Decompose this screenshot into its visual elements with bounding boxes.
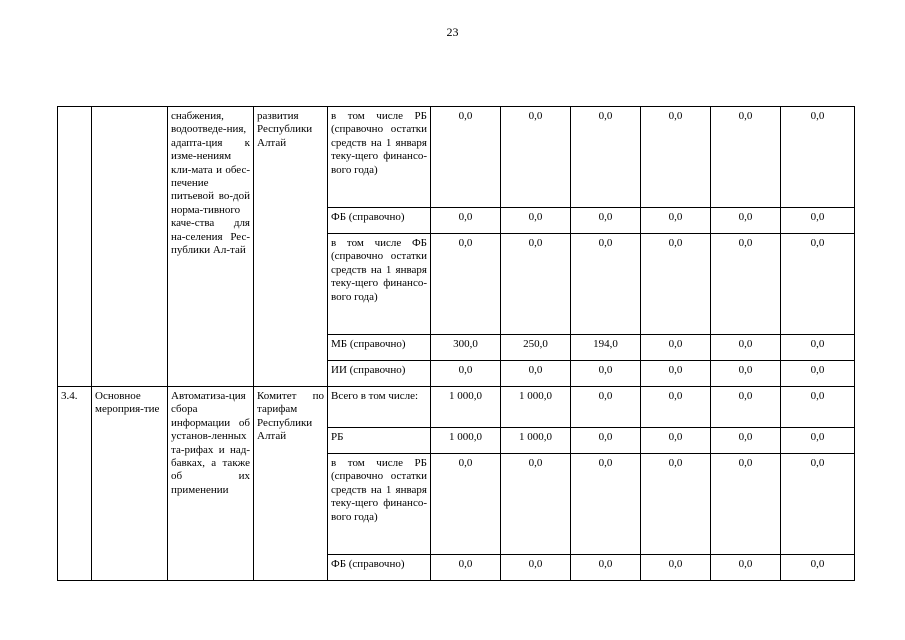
- cell-value: 0,0: [431, 208, 501, 234]
- cell-value: 0,0: [641, 454, 711, 555]
- cell-value: 0,0: [781, 107, 855, 208]
- cell-value: 0,0: [641, 107, 711, 208]
- cell-executor: развития Республики Алтай: [254, 107, 328, 387]
- cell-value: 0,0: [711, 107, 781, 208]
- cell-funding-source: Всего в том числе:: [328, 387, 431, 428]
- cell-value: 0,0: [501, 555, 571, 581]
- cell-value: 0,0: [571, 208, 641, 234]
- cell-value: 0,0: [431, 234, 501, 335]
- cell-funding-source: РБ: [328, 428, 431, 454]
- cell-funding-source: в том числе ФБ (справочно остатки средств на 1 января теку-щего финансо-вого года): [328, 234, 431, 335]
- cell-value: 0,0: [781, 335, 855, 361]
- cell-value: 0,0: [641, 234, 711, 335]
- cell-value: 300,0: [431, 335, 501, 361]
- cell-value: 0,0: [781, 208, 855, 234]
- cell-value: 0,0: [711, 335, 781, 361]
- cell-value: 0,0: [711, 234, 781, 335]
- cell-funding-source: МБ (справочно): [328, 335, 431, 361]
- cell-funding-source: ФБ (справочно): [328, 555, 431, 581]
- cell-value: 1 000,0: [431, 428, 501, 454]
- cell-value: 0,0: [571, 361, 641, 387]
- cell-value: 0,0: [711, 454, 781, 555]
- cell-value: 1 000,0: [501, 428, 571, 454]
- cell-value: 250,0: [501, 335, 571, 361]
- cell-funding-source: ИИ (справочно): [328, 361, 431, 387]
- cell-value: 0,0: [711, 208, 781, 234]
- cell-value: 0,0: [711, 428, 781, 454]
- cell-value: 0,0: [641, 387, 711, 428]
- cell-value: 0,0: [501, 361, 571, 387]
- cell-name: [92, 107, 168, 387]
- cell-value: 0,0: [781, 555, 855, 581]
- cell-value: 0,0: [501, 208, 571, 234]
- page-number: 23: [446, 25, 459, 39]
- cell-value: 0,0: [431, 555, 501, 581]
- cell-value: 0,0: [501, 107, 571, 208]
- cell-value: 0,0: [571, 387, 641, 428]
- cell-value: 0,0: [571, 555, 641, 581]
- cell-value: 0,0: [781, 361, 855, 387]
- cell-number: [58, 107, 92, 387]
- cell-name: Основное мероприя-тие: [92, 387, 168, 581]
- cell-number: 3.4.: [58, 387, 92, 581]
- cell-value: 0,0: [571, 234, 641, 335]
- cell-description: снабжения, водоотведе-ния, адапта-ция к изме-нениям кли-мата и обес-печение питьевой во-дой норма-тивного каче-ства для на-селения Рес-публики Ал-тай: [168, 107, 254, 387]
- cell-value: 0,0: [781, 387, 855, 428]
- cell-value: 0,0: [571, 107, 641, 208]
- cell-value: 0,0: [711, 555, 781, 581]
- cell-value: 0,0: [711, 387, 781, 428]
- cell-value: 1 000,0: [431, 387, 501, 428]
- cell-value: 0,0: [571, 428, 641, 454]
- cell-value: 194,0: [571, 335, 641, 361]
- cell-value: 0,0: [501, 234, 571, 335]
- cell-funding-source: ФБ (справочно): [328, 208, 431, 234]
- cell-executor: Комитет по тарифам Республики Алтай: [254, 387, 328, 581]
- cell-value: 0,0: [641, 335, 711, 361]
- cell-value: 1 000,0: [501, 387, 571, 428]
- cell-funding-source: в том числе РБ (справочно остатки средств на 1 января теку-щего финансо-вого года): [328, 107, 431, 208]
- cell-value: 0,0: [641, 555, 711, 581]
- cell-funding-source: в том числе РБ (справочно остатки средств на 1 января теку-щего финансо-вого года): [328, 454, 431, 555]
- cell-value: 0,0: [641, 428, 711, 454]
- cell-description: Автоматиза-ция сбора информации об установ-ленных та-рифах и над-бавках, а также об их применении: [168, 387, 254, 581]
- cell-value: 0,0: [431, 107, 501, 208]
- cell-value: 0,0: [711, 361, 781, 387]
- cell-value: 0,0: [641, 208, 711, 234]
- table-row: [58, 107, 855, 208]
- cell-value: 0,0: [781, 454, 855, 555]
- cell-value: 0,0: [641, 361, 711, 387]
- cell-value: 0,0: [781, 234, 855, 335]
- table-row: [58, 387, 855, 428]
- cell-value: 0,0: [431, 361, 501, 387]
- cell-value: 0,0: [431, 454, 501, 555]
- budget-table: [57, 106, 855, 581]
- cell-value: 0,0: [501, 454, 571, 555]
- table-body: [58, 107, 855, 581]
- cell-value: 0,0: [781, 428, 855, 454]
- cell-value: 0,0: [571, 454, 641, 555]
